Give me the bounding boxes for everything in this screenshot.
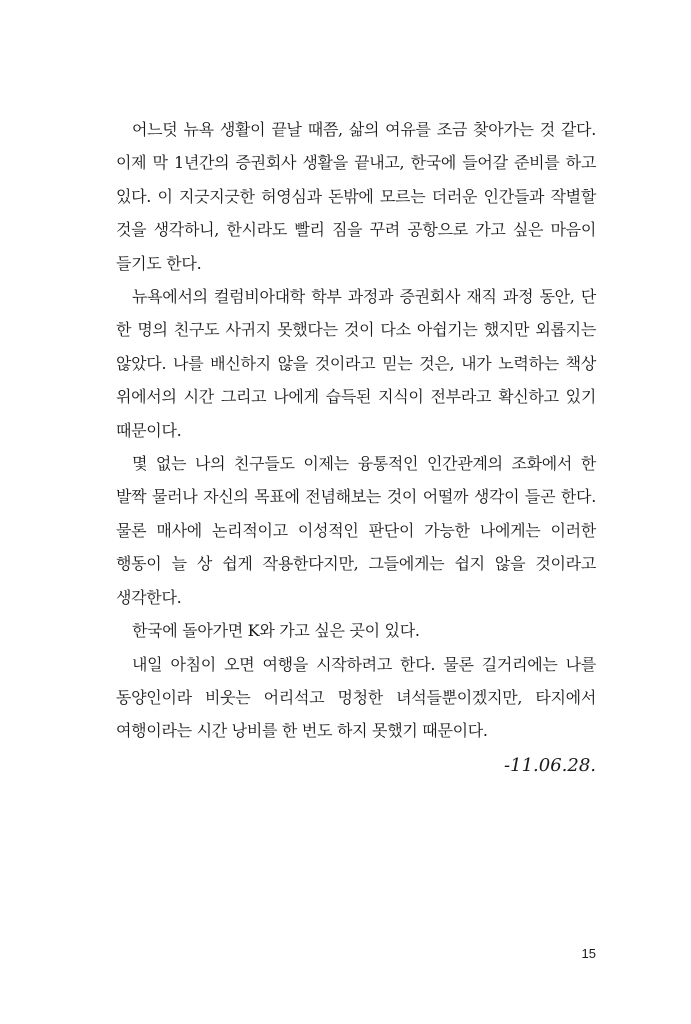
page-body — [116, 113, 596, 780]
paragraph-4: 한국에 돌아가면 K와 가고 싶은 곳이 있다. — [132, 621, 420, 641]
page-number: 15 — [581, 946, 596, 961]
paragraph-5: 내일 아침이 오면 여행을 시작하려고 한다. 물론 길거리에는 나를 동양인이라 비웃는 어리석고 멍청한 녀석들뿐이겠지만, 타지에서 여행이라는 시간 낭비를 한 번도 하지 못했기 때문이다. — [116, 654, 596, 741]
entry-date: -11.06.28. — [504, 754, 596, 776]
paragraph-3: 몇 없는 나의 친구들도 이제는 융통적인 인간관계의 조화에서 한 발짝 물러나 자신의 목표에 전념해보는 것이 어떨까 생각이 들곤 한다. 물론 매사에 논리적이고 이성적인 판단이 가능한 나에게는 이러한 행동이 늘 상 쉽게 작용한다지만, 그들에게는 쉽지 않을 것이라고 생각한다. — [116, 454, 596, 607]
paragraph-1: 어느덧 뉴욕 생활이 끝날 때쯤, 삶의 여유를 조금 찾아가는 것 같다. 이제 막 1년간의 증권회사 생활을 끝내고, 한국에 들어갈 준비를 하고 있다. 이 지긋지긋한 허영심과 돈밖에 모르는 더러운 인간들과 작별할 것을 생각하니, 한시라도 빨리 짐을 꾸려 공항으로 가고 싶은 마음이 들기도 한다. — [116, 120, 596, 273]
paragraph-2: 뉴욕에서의 컬럼비아대학 학부 과정과 증권회사 재직 과정 동안, 단 한 명의 친구도 사귀지 못했다는 것이 다소 아쉽기는 했지만 외롭지는 않았다. 나를 배신하지 않을 것이라고 믿는 것은, 내가 노력하는 책상 위에서의 시간 그리고 나에게 습득된 지식이 전부라고 확신하고 있기 때문이다. — [116, 287, 596, 440]
